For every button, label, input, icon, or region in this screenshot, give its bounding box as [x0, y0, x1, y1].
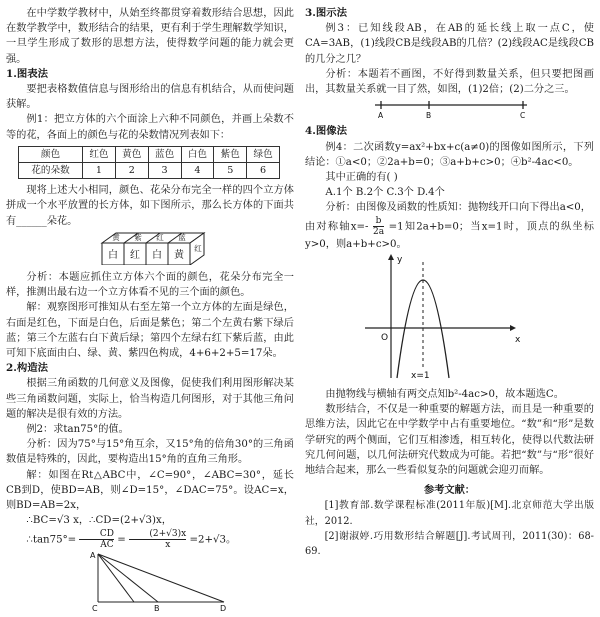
example-2-solution: 解：如图在Rt△ABC中，∠C=90°，∠ABC=30°，延长CB到D，使BD=AB，则∠D=15°，∠DAC=75°。设AC=x，则BD=AB=2x， — [6, 469, 294, 512]
table-cell: 3 — [148, 163, 181, 179]
intro-paragraph: 在中学数学教材中，从始至终都贯穿着数形结合思想，因此在数学教学中，数形结合的结果，更有利于学生理解数学知识，一旦学生形成了数形的思想方法，使得数学问题的能力就会更强。 — [6, 8, 294, 65]
example-4-analysis-2 — [305, 216, 594, 252]
right-column — [305, 6, 594, 559]
right-triangle-figure — [6, 550, 294, 612]
example-1-question: 现将上述大小相同，颜色、花朵分布完全一样的四个立方体拼成一个水平放置的长方体，如下图所示，那么长方体的下面共有______朵花。 — [6, 185, 294, 227]
point-label-c: C — [92, 603, 98, 612]
color-flower-table — [18, 146, 280, 179]
section-1-title: 1.图表法 — [6, 67, 49, 80]
reference-item: [1]教育部.数学课程标准(2011年版)[M].北京师范大学出版社，2012. — [305, 500, 594, 527]
cube-top-label: 蓝 — [178, 232, 186, 242]
cube-top-label: 紫 — [134, 232, 142, 242]
table-cell: 2 — [115, 163, 148, 179]
fraction-denominator: 2a — [372, 226, 385, 237]
table-cell: 1 — [83, 163, 116, 179]
section-3-title: 3.图示法 — [305, 7, 348, 19]
fraction-numerator: CD — [79, 529, 114, 540]
table-cell: 4 — [181, 163, 214, 179]
example-4-prompt: 其中正确的有( ) — [325, 172, 398, 184]
table-cell: 颜色 — [19, 146, 83, 162]
segment-label-c: C — [520, 111, 526, 120]
segment-label-b: B — [426, 111, 432, 120]
left-column — [6, 6, 294, 617]
table-cell: 花的朵数 — [19, 163, 83, 179]
equation-prefix: ∴tan75°= — [26, 534, 77, 545]
cube-front-label: 白 — [152, 249, 162, 261]
summary-paragraph: 数形结合，不仅是一种重要的解题方法，而且是一种重要的思维方法，因此它在中学数学中占有重要地位。“数”和“形”是数学研究的两个侧面，它们互相渗透，相互转化，使得以代数法研究几何问题，以几何法研究代数成为可能。若把“数”与“形”很好地结合起来，那么一些看似复杂的问题就会迎刃而解。 — [305, 404, 594, 477]
table-cell: 紫色 — [214, 146, 247, 162]
fraction-denominator: x — [165, 539, 171, 550]
example-1-analysis: 分析：本题应抓住立方体六个面的颜色，花朵分布完全一样，推测出最右边一个立方体看不见的三个面的颜色。 — [6, 272, 294, 299]
cube-front-label: 白 — [108, 249, 118, 261]
cube-stack-figure — [6, 229, 294, 265]
equation-suffix: =2+√3。 — [189, 534, 237, 545]
cube-side-label: 红 — [194, 243, 202, 253]
fraction — [79, 529, 114, 550]
symmetry-axis-label: x=1 — [411, 370, 430, 381]
example-3-question: 例3：已知线段AB，在AB的延长线上取一点C，使CA=3AB，(1)线段CB是线段AB的几倍？(2)线段AC是线段CB的几分之几？ — [305, 23, 594, 65]
cube-front-label: 黄 — [174, 249, 184, 261]
cube-front-label: 红 — [130, 249, 140, 261]
section-1-paragraph: 要把表格数值信息与图形给出的信息有机结合，从而使问题获解。 — [6, 84, 294, 111]
references-title: 参考文献： — [424, 484, 475, 497]
table-cell: 5 — [214, 163, 247, 179]
table-row — [19, 163, 280, 179]
example-4-conclusion: 由抛物线与横轴有两交点知b²-4ac>0，故本题选C。 — [325, 389, 564, 401]
parabola-graph — [305, 252, 594, 382]
fraction-numerator: b — [373, 216, 384, 227]
point-label-a: A — [90, 550, 96, 560]
segment-figure — [305, 97, 594, 119]
example-2-analysis: 分析：因为75°与15°角互余，又15°角的倍角30°的三角函数值是特殊的，因此，要构造出15°角的直角三角形。 — [6, 439, 294, 466]
text-suffix: =1知2a+b=0；当x=1时，顶点的纵坐标y>0，则a+b+c>0。 — [305, 221, 594, 250]
example-1-solution: 解：观察图形可推知从右至左第一个立方体的左面是绿色，右面是红色，下面是白色，后面是紫色；第二个左黄右紫下绿后蓝；第三个左蓝右白下黄后绿；第四个左绿右红下紫后蓝，由此可知下底面由白、绿、黄、紫四色构成，4+6+2+5=17朵。 — [6, 302, 294, 360]
example-2-question: 例2：求tan75°的值。 — [26, 424, 129, 436]
point-label-d: D — [220, 603, 227, 612]
fraction-numerator: (2+√3)x — [129, 529, 186, 540]
text-prefix: 由对称轴x=- — [305, 221, 369, 233]
cube-top-label: 黄 — [112, 232, 120, 242]
cube-top-label: 红 — [156, 232, 164, 242]
table-cell: 6 — [247, 163, 280, 179]
table-cell: 红色 — [83, 146, 116, 162]
equals-sign: = — [117, 534, 126, 545]
y-axis-label: y — [397, 254, 403, 265]
point-label-b: B — [154, 603, 160, 612]
table-cell: 白色 — [181, 146, 214, 162]
example-3-analysis: 分析：本题若不画图，不好得到数量关系，但只要把图画出，其数量关系就一目了然，如图，(1)2倍；(2)二分之三。 — [305, 68, 594, 96]
fraction-denominator: AC — [100, 539, 114, 550]
x-axis-label: x — [515, 334, 521, 345]
section-2-paragraph: 根据三角函数的几何意义及图像，促使我们利用图形解决某些三角函数问题，实际上，恰当构造几何图形，对于其他三角问题的解决是很有效的方法。 — [6, 378, 294, 420]
segment-label-a: A — [378, 111, 384, 120]
example-2-equation-2 — [6, 529, 294, 550]
table-row — [19, 146, 280, 162]
example-2-equation-1: ∴BC=√3 x，∴CD=(2+√3)x， — [26, 515, 172, 527]
example-4-analysis: 分析：由图像及函数的性质知：抛物线开口向下得出a<0， — [325, 202, 591, 214]
example-4-options: A.1个 B.2个 C.3个 D.4个 — [325, 187, 445, 199]
section-2-title: 2.构造法 — [6, 362, 49, 375]
reference-item: [2]谢淑婷.巧用数形结合解题[J].考试周刊，2011(30)：68-69. — [305, 530, 594, 558]
example-4-question: 例4：二次函数y=ax²+bx+c(a≠0)的图像如图所示，下列结论：①a<0；②2a+b=0；③a+b+c>0；④b²-4ac<0。 — [305, 141, 594, 168]
table-cell: 绿色 — [247, 146, 280, 162]
table-cell: 黄色 — [115, 146, 148, 162]
fraction — [373, 216, 384, 237]
example-1-paragraph: 例1：把立方体的六个面涂上六种不同颜色，并画上朵数不等的花，各面上的颜色与花的朵数情况列表如下： — [6, 114, 294, 141]
segment-ad — [98, 554, 224, 602]
fraction — [129, 529, 186, 550]
table-cell: 蓝色 — [148, 146, 181, 162]
section-4-title: 4.图像法 — [305, 125, 348, 138]
origin-label: O — [381, 332, 389, 343]
